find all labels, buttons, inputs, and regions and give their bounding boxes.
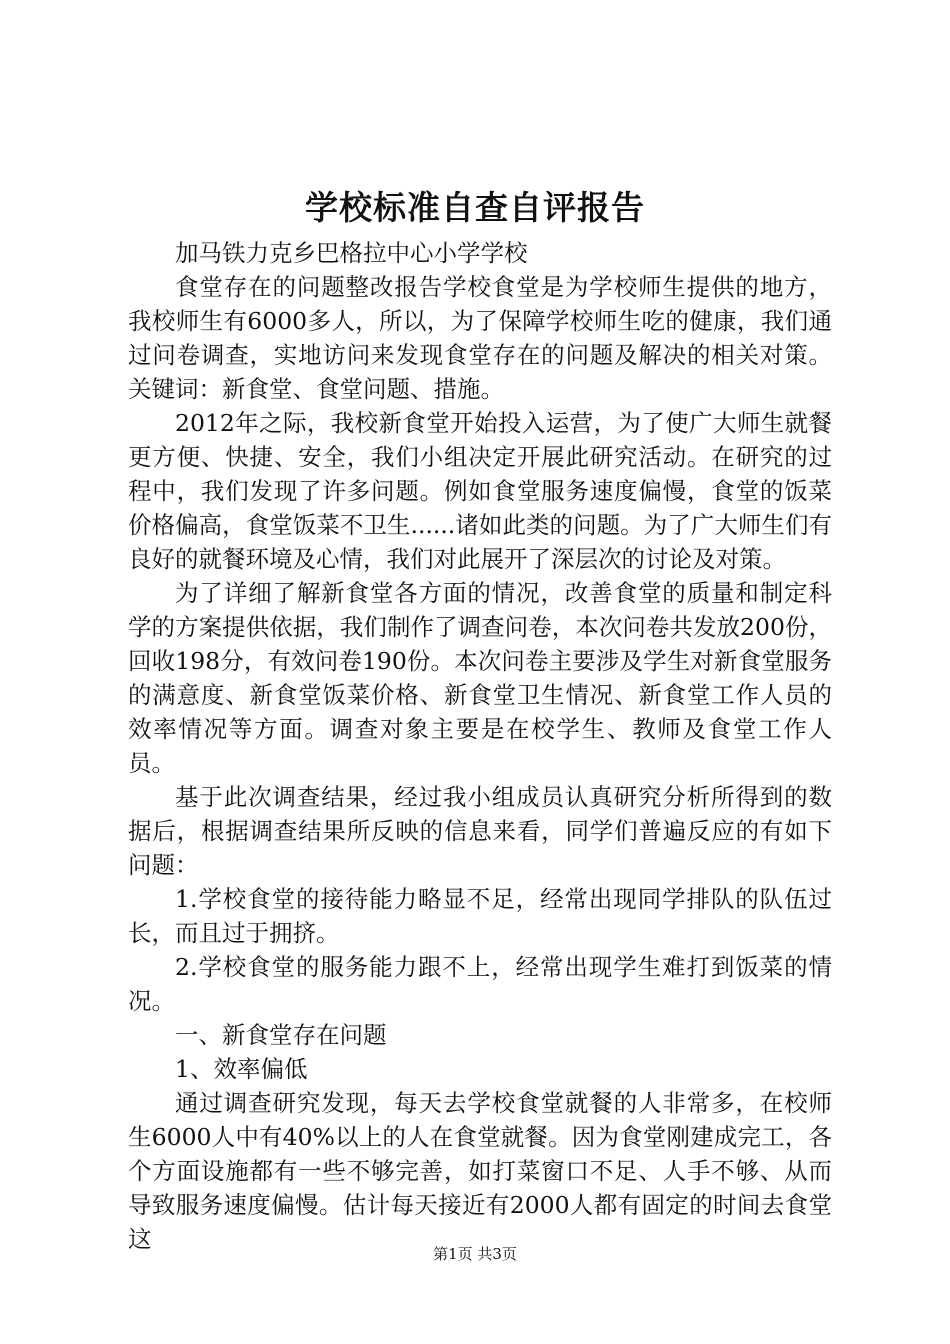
body-paragraph: 2012年之际，我校新食堂开始投入运营，为了使广大师生就餐更方便、快捷、安全，我们小组决定开展此研究活动。在研究的过程中，我们发现了许多问题。例如食堂服务速度偏慢，食堂的饭菜价格偏高，食堂饭菜不卫生......诸如此类的问题。为了广大师生们有良好的就餐环境及心情，我们对此展开了深层次的讨论及对策。 — [128, 409, 832, 573]
subsection-heading: 1、效率偏低 — [175, 1055, 308, 1083]
school-name-paragraph: 加马铁力克乡巴格拉中心小学学校 — [175, 239, 528, 267]
body-paragraph: 食堂存在的问题整改报告学校食堂是为学校师生提供的地方，我校师生有6000多人，所以，为了保障学校师生吃的健康，我们通过问卷调查，实地访问来发现食堂存在的问题及解决的相关对策。关键词：新食堂、食堂问题、措施。 — [128, 273, 832, 403]
body-paragraph: 为了详细了解新食堂各方面的情况，改善食堂的质量和制定科学的方案提供依据，我们制作了调查问卷，本次问卷共发放200份，回收198分，有效问卷190份。本次问卷主要涉及学生对新食堂服务的满意度、新食堂饭菜价格、新食堂卫生情况、新食堂工作人员的效率情况等方面。调查对象主要是在校学生、教师及食堂工作人员。 — [128, 579, 832, 777]
list-item: 2.学校食堂的服务能力跟不上，经常出现学生难打到饭菜的情况。 — [128, 953, 832, 1015]
page-number-footer: 第1页 共3页 — [433, 1245, 517, 1263]
document-body — [128, 236, 832, 1256]
document-title: 学校标准自查自评报告 — [305, 188, 645, 227]
body-paragraph: 基于此次调查结果，经过我小组成员认真研究分析所得到的数据后，根据调查结果所反映的信息来看，同学们普遍反应的有如下问题： — [128, 783, 832, 879]
section-heading: 一、新食堂存在问题 — [175, 1021, 387, 1049]
list-item: 1.学校食堂的接待能力略显不足，经常出现同学排队的队伍过长，而且过于拥挤。 — [128, 885, 832, 947]
body-paragraph: 通过调查研究发现，每天去学校食堂就餐的人非常多，在校师生6000人中有40%以上的人在食堂就餐。因为食堂刚建成完工，各个方面设施都有一些不够完善，如打菜窗口不足、人手不够、从而导致服务速度偏慢。估计每天接近有2000人都有固定的时间去食堂这 — [128, 1089, 832, 1253]
